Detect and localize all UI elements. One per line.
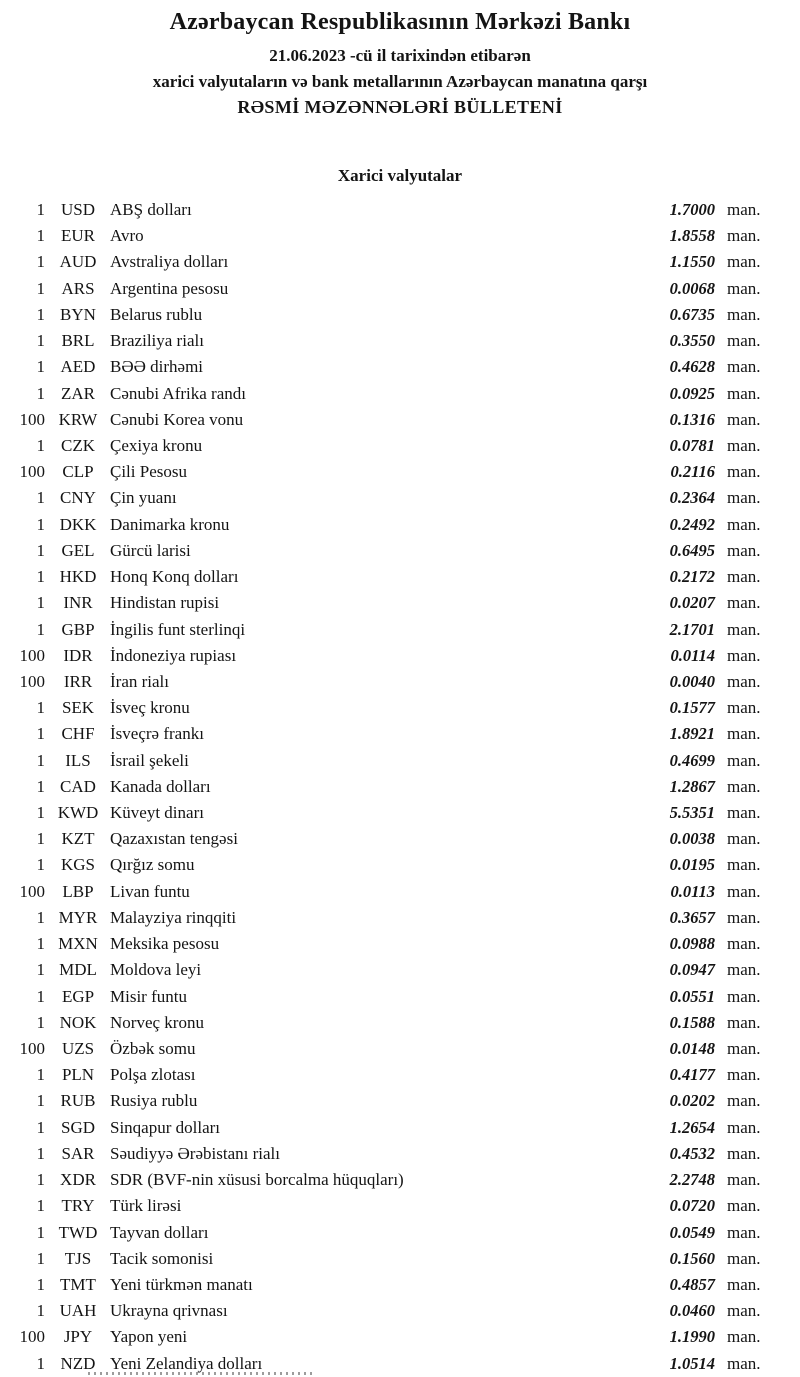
rate-quantity: 1 — [36, 803, 45, 823]
currency-code: GBP — [61, 619, 95, 639]
rate-quantity: 1 — [36, 1117, 45, 1137]
unit-label: man. — [727, 881, 761, 901]
currency-code: BYN — [60, 304, 96, 324]
currency-name: Livan funtu — [110, 881, 190, 901]
currency-name: ABŞ dolları — [110, 200, 192, 219]
rate-row — [0, 852, 800, 878]
rate-value: 0.1316 — [669, 409, 715, 429]
currency-name: Çin yuanı — [110, 488, 177, 508]
rate-quantity: 1 — [36, 1301, 45, 1321]
rate-quantity: 1 — [36, 278, 45, 298]
bulletin-header — [0, 0, 800, 118]
rate-quantity: 1 — [36, 907, 45, 927]
unit-label: man. — [727, 698, 761, 718]
currency-code: KWD — [57, 803, 99, 823]
clipped-next-row — [88, 1372, 316, 1375]
unit-label: man. — [727, 1222, 761, 1242]
rate-value: 1.0514 — [669, 1353, 715, 1373]
rate-row — [0, 1167, 800, 1193]
rate-quantity: 1 — [36, 514, 45, 534]
currency-code: JPY — [63, 1327, 93, 1347]
rate-quantity: 1 — [36, 724, 45, 744]
bank-name-title: Azərbaycan Respublikasının Mərkəzi Bankı — [169, 9, 631, 35]
currency-code: XDR — [60, 1170, 96, 1190]
unit-label: man. — [727, 1301, 761, 1321]
rate-row — [0, 774, 800, 800]
rate-row — [0, 905, 800, 931]
currency-code: INR — [63, 593, 93, 613]
rate-row — [0, 485, 800, 511]
rate-row — [0, 1193, 800, 1219]
rate-quantity: 1 — [36, 304, 45, 324]
rate-value: 1.1990 — [669, 1327, 715, 1347]
unit-label: man. — [727, 1248, 761, 1268]
rate-quantity: 1 — [36, 619, 45, 639]
rate-value: 1.8558 — [669, 226, 715, 246]
rate-quantity: 1 — [36, 1274, 45, 1294]
currency-name: Cənubi Afrika randı — [110, 383, 246, 403]
currency-code: IRR — [63, 671, 93, 691]
rate-row — [0, 302, 800, 328]
rate-row — [0, 564, 800, 590]
rate-row — [0, 695, 800, 721]
currency-code: KZT — [61, 829, 95, 849]
currency-code: ARS — [61, 278, 95, 298]
rate-quantity: 1 — [36, 567, 45, 587]
currency-name: Rusiya rublu — [110, 1091, 198, 1111]
rate-value: 0.0207 — [669, 593, 715, 613]
currency-name: İran rialı — [110, 671, 169, 691]
rate-row — [0, 1036, 800, 1062]
rate-value: 1.1550 — [669, 252, 715, 272]
rate-value: 0.2172 — [669, 567, 715, 587]
unit-label: man. — [727, 1327, 761, 1347]
unit-label: man. — [727, 724, 761, 744]
rate-row — [0, 1324, 800, 1350]
currency-code: NZD — [60, 1353, 96, 1373]
rate-row — [0, 643, 800, 669]
rate-quantity: 1 — [36, 1353, 45, 1373]
rate-value: 0.1577 — [669, 698, 715, 718]
rates-table — [0, 197, 800, 1377]
rate-quantity: 100 — [19, 1327, 45, 1347]
currency-name: SDR (BVF-nin xüsusi borcalma hüquqları) — [110, 1170, 404, 1190]
rate-quantity: 1 — [36, 1012, 45, 1032]
rate-row — [0, 957, 800, 983]
currency-code: CHF — [61, 724, 95, 744]
currency-code: RUB — [60, 1091, 96, 1111]
rate-quantity: 1 — [36, 435, 45, 455]
unit-label: man. — [727, 776, 761, 796]
rate-value: 0.6495 — [669, 540, 715, 560]
currency-code: SEK — [61, 698, 95, 718]
currency-name: Hindistan rupisi — [110, 593, 220, 613]
unit-label: man. — [727, 803, 761, 823]
currency-code: DKK — [59, 514, 97, 534]
rate-row — [0, 1010, 800, 1036]
unit-label: man. — [727, 226, 761, 246]
unit-label: man. — [727, 1143, 761, 1163]
rate-quantity: 1 — [36, 1222, 45, 1242]
currency-code: ILS — [65, 750, 91, 770]
currency-name: İsveçrə frankı — [110, 724, 204, 744]
rate-value: 5.5351 — [669, 803, 715, 823]
rate-row — [0, 433, 800, 459]
currency-code: IDR — [63, 645, 93, 665]
rate-value: 1.8921 — [669, 724, 715, 744]
unit-label: man. — [727, 488, 761, 508]
currency-code: CAD — [60, 776, 96, 796]
currency-code: LBP — [62, 881, 94, 901]
rate-row — [0, 538, 800, 564]
rate-quantity: 1 — [36, 1248, 45, 1268]
rate-row — [0, 721, 800, 747]
currency-code: TRY — [61, 1196, 95, 1216]
rate-quantity: 1 — [36, 226, 45, 246]
currency-code: KRW — [58, 409, 98, 429]
rate-value: 1.2654 — [669, 1117, 715, 1137]
currency-code: CNY — [60, 488, 96, 508]
unit-label: man. — [727, 1065, 761, 1085]
currency-code: SAR — [61, 1143, 95, 1163]
rate-quantity: 1 — [36, 986, 45, 1006]
currency-code: MYR — [58, 907, 98, 927]
rate-quantity: 1 — [36, 1065, 45, 1085]
rate-value: 0.0549 — [669, 1222, 715, 1242]
unit-label: man. — [727, 1196, 761, 1216]
rate-value: 1.2867 — [669, 776, 715, 796]
unit-label: man. — [727, 1091, 761, 1111]
rate-quantity: 1 — [36, 252, 45, 272]
rate-quantity: 1 — [36, 383, 45, 403]
unit-label: man. — [727, 514, 761, 534]
currency-code: AED — [60, 357, 96, 377]
currency-code: TWD — [58, 1222, 98, 1242]
rate-row — [0, 800, 800, 826]
bulletin-title: RƏSMİ MƏZƏNNƏLƏRİ BÜLLETENİ — [237, 97, 563, 117]
currency-name: Sinqapur dolları — [110, 1117, 221, 1137]
currency-code: KGS — [60, 855, 95, 875]
rate-row — [0, 826, 800, 852]
rate-row — [0, 459, 800, 485]
rate-value: 0.0925 — [669, 383, 715, 403]
rate-row — [0, 1246, 800, 1272]
rate-row — [0, 1062, 800, 1088]
rate-value: 0.3657 — [669, 907, 715, 927]
rate-value: 0.0113 — [670, 881, 715, 901]
rate-quantity: 1 — [36, 750, 45, 770]
rate-value: 0.2492 — [669, 514, 715, 534]
currency-name: İsveç kronu — [110, 698, 190, 718]
rate-value: 0.4177 — [669, 1065, 715, 1085]
rate-row — [0, 748, 800, 774]
currency-name: Çexiya kronu — [110, 435, 203, 455]
unit-label: man. — [727, 593, 761, 613]
rate-row — [0, 669, 800, 695]
currency-name: Honq Konq dolları — [110, 567, 239, 587]
unit-label: man. — [727, 567, 761, 587]
rate-quantity: 1 — [36, 1143, 45, 1163]
currency-name: Cənubi Korea vonu — [110, 409, 244, 429]
rate-quantity: 1 — [36, 829, 45, 849]
rate-quantity: 1 — [36, 488, 45, 508]
rate-row — [0, 1272, 800, 1298]
rate-quantity: 100 — [19, 409, 45, 429]
rate-value: 0.4532 — [669, 1143, 715, 1163]
currency-code: UZS — [61, 1039, 95, 1058]
currency-name: Meksika pesosu — [110, 934, 220, 954]
currency-name: Argentina pesosu — [110, 278, 229, 298]
unit-label: man. — [727, 619, 761, 639]
rate-quantity: 1 — [36, 540, 45, 560]
unit-label: man. — [727, 829, 761, 849]
currency-name: Ukrayna qrivnası — [110, 1301, 228, 1321]
rate-row — [0, 512, 800, 538]
rate-quantity: 1 — [36, 331, 45, 351]
currency-name: Çili Pesosu — [110, 462, 187, 482]
unit-label: man. — [727, 435, 761, 455]
rate-value: 0.0068 — [669, 278, 715, 298]
currency-name: Polşa zlotası — [110, 1065, 196, 1085]
currency-code: ZAR — [61, 383, 95, 403]
currency-name: Qazaxıstan tengəsi — [110, 829, 238, 849]
currency-code: HKD — [59, 567, 97, 587]
currency-code: EUR — [61, 226, 95, 246]
unit-label: man. — [727, 750, 761, 770]
scope-line: xarici valyutaların və bank metallarının Azərbaycan manatına qarşı — [152, 72, 648, 91]
currency-name: Tayvan dolları — [110, 1222, 209, 1242]
currency-name: Gürcü larisi — [110, 540, 191, 560]
rate-quantity: 1 — [36, 855, 45, 875]
rate-value: 0.0720 — [669, 1196, 715, 1216]
rate-quantity: 1 — [36, 698, 45, 718]
rate-value: 0.2364 — [669, 488, 715, 508]
unit-label: man. — [727, 200, 761, 219]
currency-name: Tacik somonisi — [110, 1248, 214, 1268]
rate-quantity: 100 — [19, 671, 45, 691]
unit-label: man. — [727, 1353, 761, 1373]
currency-name: Belarus rublu — [110, 304, 203, 324]
rate-quantity: 1 — [36, 357, 45, 377]
rate-quantity: 1 — [36, 776, 45, 796]
currency-code: NOK — [59, 1012, 97, 1032]
currency-name: Özbək somu — [110, 1039, 196, 1058]
rate-value: 0.0202 — [669, 1091, 715, 1111]
unit-label: man. — [727, 960, 761, 980]
rate-quantity: 1 — [36, 593, 45, 613]
rate-row — [0, 407, 800, 433]
rate-row — [0, 223, 800, 249]
unit-label: man. — [727, 252, 761, 272]
rate-quantity: 1 — [36, 200, 45, 219]
unit-label: man. — [727, 855, 761, 875]
currency-code: SGD — [60, 1117, 95, 1137]
effective-date-line: 21.06.2023 -cü il tarixindən etibarən — [269, 46, 531, 65]
currency-name: Səudiyyə Ərəbistanı rialı — [110, 1143, 280, 1163]
currency-name: Yeni Zelandiya dolları — [110, 1353, 263, 1373]
rate-value: 0.1588 — [669, 1012, 715, 1032]
rate-row — [0, 617, 800, 643]
unit-label: man. — [727, 671, 761, 691]
rate-value: 0.1560 — [669, 1248, 715, 1268]
rate-row — [0, 1220, 800, 1246]
currency-code: AUD — [59, 252, 97, 272]
rate-value: 0.0947 — [669, 960, 715, 980]
currency-code: TJS — [64, 1248, 92, 1268]
unit-label: man. — [727, 383, 761, 403]
currency-code: CZK — [61, 435, 95, 455]
rate-row — [0, 1115, 800, 1141]
currency-code: EGP — [61, 986, 95, 1006]
unit-label: man. — [727, 462, 761, 482]
rate-quantity: 1 — [36, 1196, 45, 1216]
rate-row — [0, 354, 800, 380]
currency-code: MDL — [59, 960, 97, 980]
rate-quantity: 1 — [36, 1091, 45, 1111]
currency-name: Kanada dolları — [110, 776, 211, 796]
currency-name: Türk lirəsi — [110, 1196, 182, 1216]
rate-value: 0.4857 — [669, 1274, 715, 1294]
rate-value: 0.4628 — [669, 357, 715, 377]
rate-row — [0, 381, 800, 407]
currency-name: BƏƏ dirhəmi — [110, 357, 204, 377]
unit-label: man. — [727, 278, 761, 298]
rate-value: 0.0040 — [669, 671, 715, 691]
unit-label: man. — [727, 1117, 761, 1137]
currency-code: USD — [60, 200, 95, 219]
rate-quantity: 1 — [36, 1170, 45, 1190]
rate-value: 0.0988 — [669, 934, 715, 954]
currency-name: İngilis funt sterlinqi — [110, 619, 246, 639]
currency-name: Yeni türkmən manatı — [110, 1274, 253, 1294]
rate-value: 2.1701 — [669, 619, 715, 639]
unit-label: man. — [727, 1274, 761, 1294]
currency-name: Avstraliya dolları — [110, 252, 229, 272]
rate-value: 0.0551 — [669, 986, 715, 1006]
rate-row — [0, 931, 800, 957]
unit-label: man. — [727, 1012, 761, 1032]
unit-label: man. — [727, 1039, 761, 1058]
currency-name: Norveç kronu — [110, 1012, 204, 1032]
currency-code: PLN — [61, 1065, 95, 1085]
unit-label: man. — [727, 304, 761, 324]
rate-value: 2.2748 — [669, 1170, 715, 1190]
currency-name: Qırğız somu — [110, 855, 195, 875]
rate-value: 0.4699 — [669, 750, 715, 770]
currency-name: Malayziya rinqqiti — [110, 907, 237, 927]
rate-value: 0.3550 — [669, 331, 715, 351]
rate-row — [0, 984, 800, 1010]
unit-label: man. — [727, 907, 761, 927]
currency-name: İsrail şekeli — [110, 750, 189, 770]
rate-row — [0, 328, 800, 354]
rate-row — [0, 590, 800, 616]
currency-name: Küveyt dinarı — [110, 803, 204, 823]
rate-value: 0.0114 — [670, 645, 715, 665]
currency-name: Misir funtu — [110, 986, 187, 1006]
unit-label: man. — [727, 409, 761, 429]
unit-label: man. — [727, 357, 761, 377]
rate-value: 0.6735 — [669, 304, 715, 324]
rate-quantity: 1 — [36, 934, 45, 954]
rate-quantity: 100 — [19, 645, 45, 665]
rate-row — [0, 1088, 800, 1114]
rate-quantity: 100 — [19, 462, 45, 482]
currency-name: Moldova leyi — [110, 960, 202, 980]
currency-code: TMT — [60, 1274, 96, 1294]
currency-code: UAH — [59, 1301, 97, 1321]
rate-value: 0.0781 — [669, 435, 715, 455]
rate-value: 1.7000 — [669, 200, 715, 219]
rate-row — [0, 249, 800, 275]
rate-quantity: 1 — [36, 960, 45, 980]
rate-quantity: 100 — [19, 881, 45, 901]
unit-label: man. — [727, 331, 761, 351]
rate-value: 0.0148 — [669, 1039, 715, 1058]
currency-code: GEL — [61, 540, 95, 560]
unit-label: man. — [727, 934, 761, 954]
rate-value: 0.2116 — [670, 462, 715, 482]
rate-row — [0, 1298, 800, 1324]
currency-code: MXN — [58, 934, 98, 954]
unit-label: man. — [727, 1170, 761, 1190]
rate-row — [0, 1141, 800, 1167]
rate-value: 0.0460 — [669, 1301, 715, 1321]
rate-row — [0, 276, 800, 302]
unit-label: man. — [727, 645, 761, 665]
rate-quantity: 100 — [19, 1039, 45, 1058]
currency-code: BRL — [61, 331, 95, 351]
unit-label: man. — [727, 540, 761, 560]
rate-value: 0.0038 — [669, 829, 715, 849]
currency-name: Avro — [110, 226, 144, 246]
unit-label: man. — [727, 986, 761, 1006]
rate-row — [0, 879, 800, 905]
currency-name: Danimarka kronu — [110, 514, 230, 534]
currency-name: İndoneziya rupiası — [110, 645, 237, 665]
currency-name: Yapon yeni — [110, 1327, 188, 1347]
rate-value: 0.0195 — [669, 855, 715, 875]
currency-name: Braziliya rialı — [110, 331, 204, 351]
section-title-foreign-currencies: Xarici valyutalar — [337, 166, 463, 185]
rate-row — [0, 197, 800, 223]
currency-code: CLP — [62, 462, 94, 482]
